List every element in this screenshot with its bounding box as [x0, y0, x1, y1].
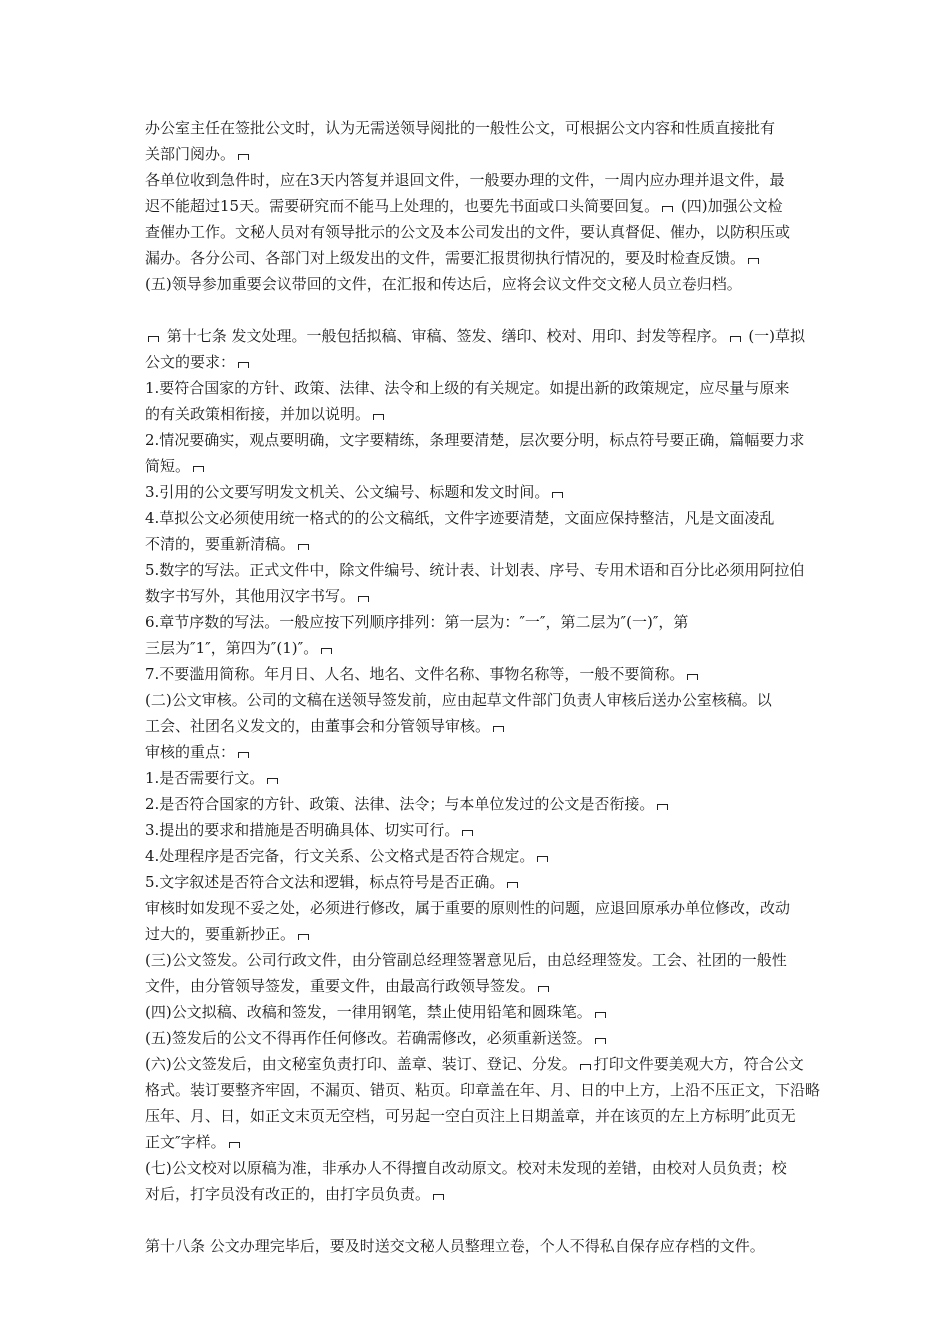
text-line: [145, 713, 813, 739]
line-text: 3.提出的要求和措施是否明确具体、切实可行。: [145, 821, 460, 839]
line-text: 办公室主任在签批公文时，认为无需送领导阅批的一般性公文，可根据公文内容和性质直接批有: [145, 119, 776, 137]
line-text: 审核的重点：: [145, 743, 236, 761]
paragraph-mark-icon: [298, 934, 309, 940]
text-line: [145, 1181, 813, 1207]
line-text: 1.要符合国家的方针、政策、法律、法令和上级的有关规定。如提出新的政策规定，应尽量与原来: [145, 379, 790, 397]
blank-line: [145, 1207, 813, 1233]
paragraph-mark-icon: [730, 336, 741, 342]
text-line: [145, 1077, 821, 1103]
line-text: 6.章节序数的写法。一般应按下列顺序排列：第一层为：″一″，第二层为″(一)″，第: [145, 613, 689, 631]
line-text: 2.情况要确实，观点要明确，文字要精练，条理要清楚，层次要分明，标点符号要正确，篇幅要力求: [145, 431, 805, 449]
text-line: [145, 765, 813, 791]
paragraph-mark-icon: [373, 414, 384, 420]
paragraph-mark-icon: [687, 674, 698, 680]
paragraph-mark-icon: [321, 648, 332, 654]
text-line: [145, 193, 813, 219]
line-text: 2.是否符合国家的方针、政策、法律、法令；与本单位发过的公文是否衔接。: [145, 795, 655, 813]
line-text: 迟不能超过15天。需要研究而不能马上处理的，也要先书面或口头简要回复。: [145, 197, 660, 215]
line-text: (四)公文拟稿、改稿和签发，一律用钢笔，禁止使用铅笔和圆珠笔。: [145, 1003, 592, 1021]
text-line: [145, 531, 813, 557]
text-line: [145, 323, 813, 349]
paragraph-mark-icon: [193, 466, 204, 472]
text-line: [145, 739, 813, 765]
text-line: [145, 375, 813, 401]
text-line: [145, 115, 813, 141]
paragraph-mark-icon: [657, 804, 668, 810]
text-line: [145, 869, 813, 895]
paragraph-mark-icon: [662, 206, 673, 212]
line-text: 对后，打字员没有改正的，由打字员负责。: [145, 1185, 431, 1203]
text-line: [145, 505, 813, 531]
line-text: 1.是否需要行文。: [145, 769, 265, 787]
paragraph-mark-icon: [748, 258, 759, 264]
paragraph-mark-icon: [580, 1064, 591, 1070]
line-text: (五)签发后的公文不得再作任何修改。若确需修改，必须重新送签。: [145, 1029, 592, 1047]
line-text: (一)草拟: [743, 327, 806, 345]
line-text: (四)加强公文检: [676, 197, 783, 215]
text-line: [145, 791, 813, 817]
text-line: [145, 947, 813, 973]
line-text: 第十八条 公文办理完毕后，要及时送交文秘人员整理立卷，个人不得私自保存应存档的文件。: [145, 1237, 765, 1255]
line-text: 5.文字叙述是否符合文法和逻辑，标点符号是否正确。: [145, 873, 505, 891]
paragraph-mark-icon: [462, 830, 473, 836]
paragraph-mark-icon: [595, 1012, 606, 1018]
line-text: 三层为″1″，第四为″(1)″。: [145, 639, 319, 657]
text-line: [145, 1233, 813, 1259]
text-line: [145, 427, 813, 453]
paragraph-mark-icon: [238, 154, 249, 160]
line-text: 工会、社团名义发文的，由董事会和分管领导审核。: [145, 717, 491, 735]
line-text: 各单位收到急件时，应在3天内答复并退回文件，一般要办理的文件，一周内应办理并退文件，最: [145, 171, 785, 189]
text-line: [145, 1051, 813, 1077]
text-line: [145, 921, 813, 947]
paragraph-mark-icon: [595, 1038, 606, 1044]
text-line: [145, 245, 813, 271]
text-line: [145, 557, 813, 583]
text-line: [145, 1025, 813, 1051]
text-line: [145, 453, 813, 479]
paragraph-mark-icon: [148, 336, 159, 342]
line-text: 7.不要滥用简称。年月日、人名、地名、文件名称、事物名称等，一般不要简称。: [145, 665, 685, 683]
line-text: 关部门阅办。: [145, 145, 236, 163]
text-line: [145, 661, 813, 687]
text-line: [145, 687, 813, 713]
line-text: (六)公文签发后，由文秘室负责打印、盖章、装订、登记、分发。: [145, 1055, 577, 1073]
blank-line: [145, 297, 813, 323]
line-text: 文件，由分管领导签发，重要文件，由最高行政领导签发。: [145, 977, 536, 995]
line-text: 漏办。各分公司、各部门对上级发出的文件，需要汇报贯彻执行情况的，要及时检查反馈。: [145, 249, 746, 267]
line-text: 的有关政策相衔接，并加以说明。: [145, 405, 371, 423]
line-text: 简短。: [145, 457, 191, 475]
paragraph-mark-icon: [537, 856, 548, 862]
text-line: [145, 999, 813, 1025]
paragraph-mark-icon: [538, 986, 549, 992]
line-text: 正文″字样。: [145, 1133, 226, 1151]
line-text: (五)领导参加重要会议带回的文件，在汇报和传达后，应将会议文件交文秘人员立卷归档。: [145, 275, 742, 293]
line-text: 第十七条 发文处理。一般包括拟稿、审稿、签发、缮印、校对、用印、封发等程序。: [162, 327, 727, 345]
line-text: 审核时如发现不妥之处，必须进行修改，属于重要的原则性的问题，应退回原承办单位修改，改动: [145, 899, 791, 917]
document-body: [145, 115, 821, 1259]
text-line: [145, 973, 813, 999]
line-text: 4.草拟公文必须使用统一格式的的公文稿纸，文件字迹要清楚，文面应保持整洁，凡是文面凌乱: [145, 509, 775, 527]
line-text: 不清的，要重新清稿。: [145, 535, 296, 553]
line-text: 4.处理程序是否完备，行文关系、公文格式是否符合规定。: [145, 847, 535, 865]
line-text: (二)公文审核。公司的文稿在送领导签发前，应由起草文件部门负责人审核后送办公室核稿。以: [145, 691, 772, 709]
paragraph-mark-icon: [267, 778, 278, 784]
text-line: [145, 1129, 813, 1155]
text-line: [145, 843, 813, 869]
paragraph-mark-icon: [358, 596, 369, 602]
text-line: [145, 1103, 813, 1129]
paragraph-mark-icon: [433, 1194, 444, 1200]
line-text: 格式。装订要整齐牢固，不漏页、错页、粘页。印章盖在年、月、日的中上方，上沿不压正文，下沿略: [145, 1081, 821, 1099]
paragraph-mark-icon: [507, 882, 518, 888]
text-line: [145, 1155, 813, 1181]
paragraph-mark-icon: [238, 752, 249, 758]
text-line: [145, 401, 813, 427]
text-line: [145, 349, 813, 375]
paragraph-mark-icon: [493, 726, 504, 732]
text-line: [145, 219, 813, 245]
line-text: 公文的要求：: [145, 353, 236, 371]
text-line: [145, 167, 813, 193]
text-line: [145, 817, 813, 843]
line-text: (七)公文校对以原稿为准，非承办人不得擅自改动原文。校对未发现的差错，由校对人员负责；校: [145, 1159, 787, 1177]
line-text: 压年、月、日，如正文末页无空档，可另起一空白页注上日期盖章，并在该页的左上方标明″此页无: [145, 1107, 796, 1125]
text-line: [145, 609, 813, 635]
paragraph-mark-icon: [238, 362, 249, 368]
line-text: 3.引用的公文要写明发文机关、公文编号、标题和发文时间。: [145, 483, 550, 501]
text-line: [145, 141, 813, 167]
line-text: 查催办工作。文秘人员对有领导批示的公文及本公司发出的文件，要认真督促、催办，以防积压或: [145, 223, 791, 241]
line-text: (三)公文签发。公司行政文件，由分管副总经理签署意见后，由总经理签发。工会、社团的一般性: [145, 951, 787, 969]
text-line: [145, 479, 813, 505]
text-line: [145, 635, 813, 661]
paragraph-mark-icon: [229, 1142, 240, 1148]
text-line: [145, 895, 813, 921]
paragraph-mark-icon: [298, 544, 309, 550]
line-text: 过大的，要重新抄正。: [145, 925, 296, 943]
line-text: 打印文件要美观大方，符合公文: [593, 1055, 804, 1073]
paragraph-mark-icon: [552, 492, 563, 498]
line-text: 5.数字的写法。正式文件中，除文件编号、统计表、计划表、序号、专用术语和百分比必须用阿拉伯: [145, 561, 805, 579]
line-text: 数字书写外，其他用汉字书写。: [145, 587, 356, 605]
text-line: [145, 271, 813, 297]
text-line: [145, 583, 813, 609]
